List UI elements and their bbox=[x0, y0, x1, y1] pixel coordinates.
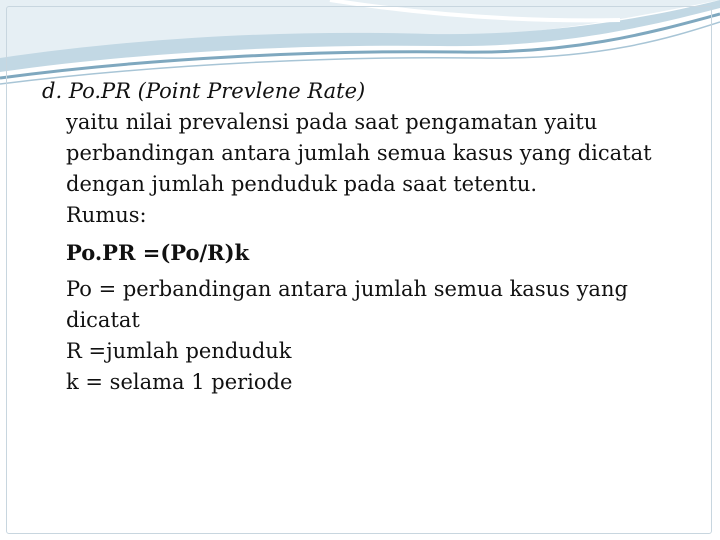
definition-line: yaitu nilai prevalensi pada saat pengamatan yaitu bbox=[66, 110, 598, 134]
definition-line: perbandingan antara jumlah semua kasus yang dicatat bbox=[66, 141, 652, 165]
rumus-label: Rumus: bbox=[66, 203, 147, 227]
legend-line: k = selama 1 periode bbox=[66, 370, 293, 394]
formula: Po.PR =(Po/R)k bbox=[66, 240, 250, 265]
legend-line: Po = perbandingan antara jumlah semua kasus yang bbox=[66, 277, 628, 301]
slide-body bbox=[42, 76, 692, 398]
legend-line: R =jumlah penduduk bbox=[66, 339, 292, 363]
definition-block bbox=[42, 107, 692, 398]
legend-line: dicatat bbox=[66, 308, 140, 332]
section-heading: d. Po.PR (Point Prevlene Rate) bbox=[42, 79, 366, 103]
definition-line: dengan jumlah penduduk pada saat tetentu. bbox=[66, 172, 538, 196]
